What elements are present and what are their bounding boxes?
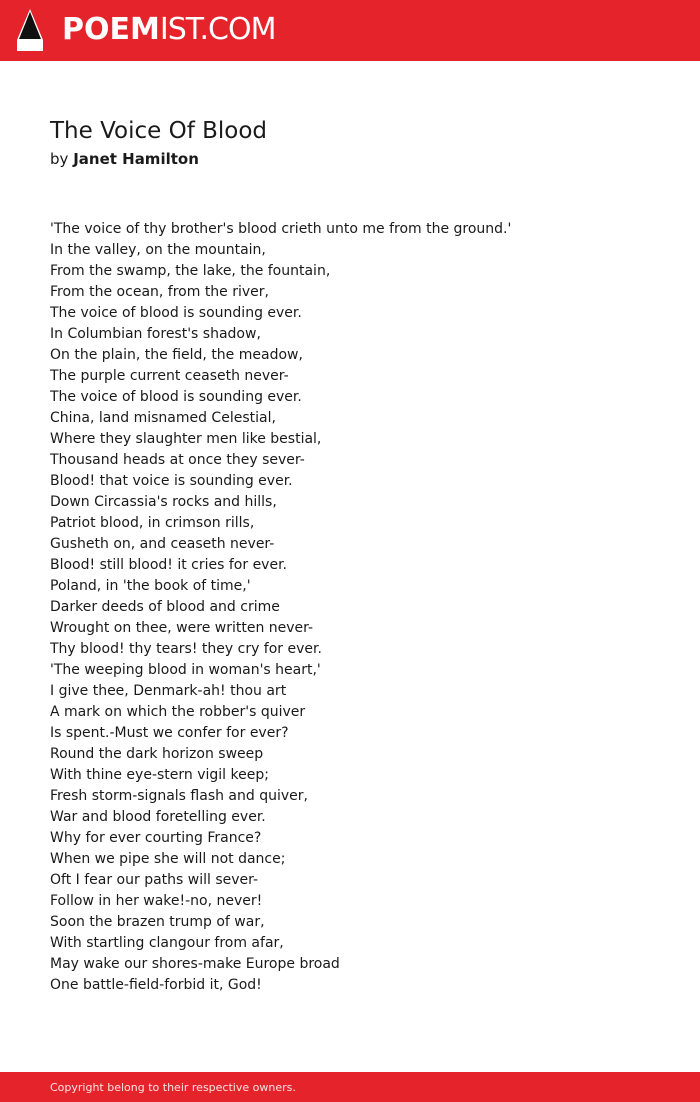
poem-line: Darker deeds of blood and crime	[50, 599, 280, 615]
site-footer	[0, 1072, 700, 1102]
by-label: by	[50, 150, 69, 168]
poem-byline	[50, 148, 199, 170]
poem-line: Oft I fear our paths will sever-	[50, 872, 259, 888]
poem-line: Down Circassia's rocks and hills,	[50, 494, 277, 510]
poem-line: A mark on which the robber's quiver	[50, 704, 306, 720]
poem-line: The purple current ceaseth never-	[50, 368, 289, 384]
poem-line: Soon the brazen trump of war,	[50, 914, 265, 930]
poem-line: China, land misnamed Celestial,	[50, 410, 276, 426]
poem-line: With startling clangour from afar,	[50, 935, 284, 951]
poem-line: From the ocean, from the river,	[50, 284, 269, 300]
poem-line: Why for ever courting France?	[50, 830, 262, 846]
poem-line: Wrought on thee, were written never-	[50, 620, 314, 636]
poem-line: Is spent.-Must we confer for ever?	[50, 725, 289, 741]
poem-line: One battle-field-forbid it, God!	[50, 977, 262, 993]
logo-brand-bold: POEM	[62, 12, 160, 47]
poem-line: Blood! that voice is sounding ever.	[50, 473, 293, 489]
poem-line: Where they slaughter men like bestial,	[50, 431, 322, 447]
logo-brand-light: IST.COM	[159, 12, 276, 47]
poem-line: Round the dark horizon sweep	[50, 746, 264, 762]
poem-line: Fresh storm-signals flash and quiver,	[50, 788, 308, 804]
poem-line: Blood! still blood! it cries for ever.	[50, 557, 287, 573]
site-logo[interactable]	[62, 12, 275, 48]
poem-body	[50, 219, 511, 996]
poem-line: The voice of blood is sounding ever.	[50, 389, 302, 405]
poem-line: Gusheth on, and ceaseth never-	[50, 536, 275, 552]
pencil-tip-icon[interactable]	[17, 9, 43, 51]
poem-line: On the plain, the field, the meadow,	[50, 347, 303, 363]
copyright-notice: Copyright belong to their respective owners.	[50, 1081, 296, 1094]
poem-line: With thine eye-stern vigil keep;	[50, 767, 269, 783]
poem-line: May wake our shores-make Europe broad	[50, 956, 340, 972]
poem-line: From the swamp, the lake, the fountain,	[50, 263, 331, 279]
poem-line: Thy blood! thy tears! they cry for ever.	[50, 641, 322, 657]
poem-line: Patriot blood, in crimson rills,	[50, 515, 255, 531]
poem-line: Poland, in 'the book of time,'	[50, 578, 251, 594]
site-header	[0, 0, 700, 61]
poem-line: 'The weeping blood in woman's heart,'	[50, 662, 321, 678]
poem-line: Thousand heads at once they sever-	[50, 452, 305, 468]
poem-line: 'The voice of thy brother's blood crieth unto me from the ground.'	[50, 221, 512, 237]
poem-line: When we pipe she will not dance;	[50, 851, 286, 867]
poem-line: In Columbian forest's shadow,	[50, 326, 261, 342]
poem-line: War and blood foretelling ever.	[50, 809, 266, 825]
poem-line: The voice of blood is sounding ever.	[50, 305, 302, 321]
poem-title: The Voice Of Blood	[50, 118, 268, 144]
author-name: Janet Hamilton	[73, 150, 199, 168]
poem-line: In the valley, on the mountain,	[50, 242, 266, 258]
poem-line: I give thee, Denmark-ah! thou art	[50, 683, 287, 699]
poem-line: Follow in her wake!-no, never!	[50, 893, 263, 909]
